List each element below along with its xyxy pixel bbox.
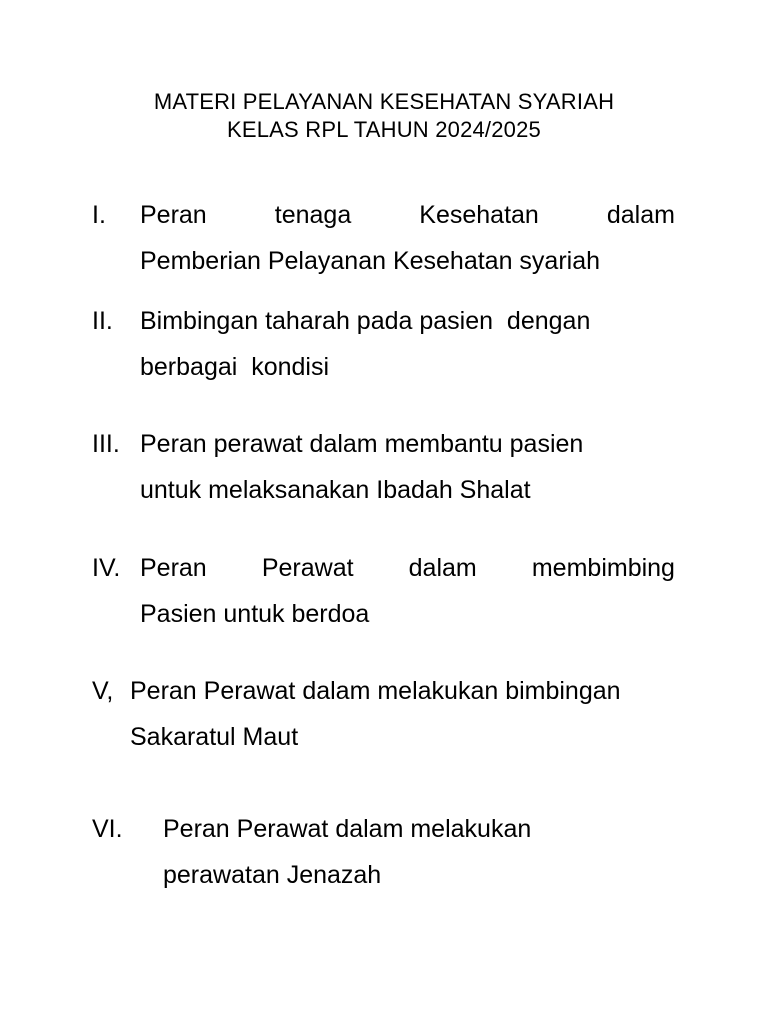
list-item-2 [92, 298, 676, 390]
list-item-line-1: Peran Perawat dalam melakukan [163, 815, 532, 843]
list-item-word: dalam [408, 554, 477, 582]
list-item-3 [92, 421, 676, 513]
list-item-line-2: untuk melaksanakan Ibadah Shalat [140, 476, 531, 504]
list-item-word: dalam [606, 201, 675, 229]
list-item-4 [92, 545, 676, 637]
list-item-line-2: berbagai kondisi [140, 353, 330, 381]
list-item-6 [92, 806, 676, 898]
page-title: MATERI PELAYANAN KESEHATAN SYARIAH [153, 89, 615, 114]
list-item-number: IV. [92, 554, 121, 582]
list-item-number: V, [92, 677, 114, 705]
list-item-number: VI. [92, 815, 123, 843]
list-item-1 [92, 192, 676, 284]
list-item-word: Peran [140, 554, 207, 582]
list-item-line-1: Peran perawat dalam membantu pasien [140, 430, 584, 458]
list-item-line-2: Pasien untuk berdoa [140, 600, 370, 628]
list-item-line-1 [140, 545, 675, 591]
list-item-number: III. [92, 430, 120, 458]
list-item-number: I. [92, 201, 106, 229]
list-item-line-2: Pemberian Pelayanan Kesehatan syariah [140, 247, 601, 275]
list-item-line-2: Sakaratul Maut [130, 723, 299, 751]
list-item-word: tenaga [274, 201, 352, 229]
list-item-word: Peran [140, 201, 207, 229]
list-item-word: membimbing [531, 554, 675, 582]
list-item-number: II. [92, 307, 113, 335]
list-item-line-1 [140, 192, 675, 238]
list-item-5 [92, 668, 692, 760]
list-item-word: Kesehatan [419, 201, 539, 229]
list-item-line-1: Bimbingan taharah pada pasien dengan [140, 307, 591, 335]
list-item-line-2: perawatan Jenazah [163, 861, 382, 889]
list-item-word: Perawat [261, 554, 354, 582]
list-item-line-1: Peran Perawat dalam melakukan bimbingan [130, 677, 621, 705]
page-subtitle: KELAS RPL TAHUN 2024/2025 [227, 117, 541, 142]
